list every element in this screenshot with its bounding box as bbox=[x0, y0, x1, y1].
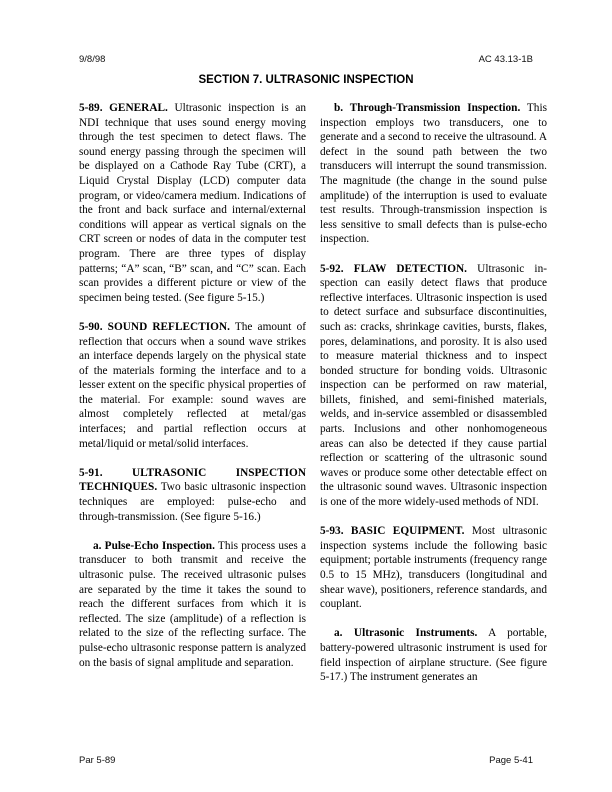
paragraph-body: Most ultrasonic inspection systems include the following basic equipment; portable instruments (frequency range 0.5 to 15 MHz), transducers (longitudinal and shear wave), positioners, reference standards, and couplant. bbox=[320, 525, 547, 611]
paragraph-5-91-a bbox=[79, 539, 306, 670]
paragraph-5-92 bbox=[320, 262, 547, 510]
paragraph-heading: 5-91. ULTRASONIC INSPECTION TECHNIQUES. bbox=[79, 466, 306, 494]
paragraph-heading: 5-92. FLAW DETECTION. bbox=[320, 262, 467, 275]
header-date: 9/8/98 bbox=[79, 54, 106, 65]
section-title: SECTION 7. ULTRASONIC INSPECTION bbox=[198, 74, 414, 86]
paragraph-heading: 5-89. GENERAL. bbox=[79, 102, 168, 114]
header-doc-id: AC 43.13-1B bbox=[478, 54, 533, 65]
paragraph-body: Ultrasonic inspection is an NDI technique that uses sound energy moving through the test specimen to detect flaws. The sound energy passing through the specimen will be displayed on a Cathode Ray Tube (CRT), a Liquid Crystal Display (LCD) computer data program, or video/camera medium. Indications of the front and back surface and internal/external conditions will appear as vertical signals on the CRT screen or nodes of data in the computer test program. There are three types of display patterns; “A” scan, “B” scan, and “C” scan. Each scan provides a different picture or view of the specimen being tested. (See figure 5-15.) bbox=[79, 102, 306, 304]
paragraph-body: This process uses a transducer to both transmit and receive the ultrasonic pulse. The received ultrasonic pulses are separated by the time it takes the sound to reach the different surfaces from which it is reflected. The size (amplitude) of a reflection is related to the size of the reflecting surface. The pulse-echo ultrasonic response pattern is analyzed on the basis of signal amplitude and separation. bbox=[79, 539, 306, 669]
paragraph-heading: 5-90. SOUND REFLECTION. bbox=[79, 320, 230, 333]
paragraph-body: Ultrasonic inspection can easily detect flaws that produce reflective interfaces. Ultrasonic inspection is used to detect surface and subsurface discontinuities, such as: cracks, shrinkage cavities, bursts, flakes, pores, delaminations, and porosity. It is also used to measure material thickness and to inspect bonded structure for bonding voids. Ultrasonic inspection can be performed on raw material, billets, finished, and semi-finished materials, welds, and in-service assembled or disassembled parts. Inclusions and other nonhomogeneous areas can also be detected if they cause partial reflection or scattering of the ultrasonic sound waves or produce some other detectable effect on the ultrasonic sound waves. Ultrasonic inspection is one of the more widely-used methods of NDI. bbox=[320, 262, 547, 509]
paragraph-heading: a. Pulse-Echo Inspection. bbox=[93, 539, 215, 552]
paragraph-heading: a. Ultrasonic Instruments. bbox=[334, 627, 478, 640]
paragraph-body: A portable, battery-powered ultrasonic instrument is used for field inspection of airplane structure. (See figure 5-17.) The instrument generates an bbox=[320, 627, 547, 684]
footer-page-number: Page 5-41 bbox=[489, 755, 533, 766]
right-column bbox=[320, 101, 547, 685]
paragraph-body: The amount of reflection that occurs when a sound wave strikes an interface depends largely on the physical state of the materials forming the interface and to a lesser extent on the specific physical properties of the material. For example: sound waves are almost completely reflected at metal/gas interfaces; and partial reflection occurs at metal/liquid or metal/solid interfaces. bbox=[79, 320, 306, 450]
left-column bbox=[79, 101, 306, 670]
paragraph-body: Two basic ultrasonic inspection techniques are employed: pulse-echo and through-transmission. (See figure 5-16.) bbox=[79, 481, 306, 523]
paragraph-5-90 bbox=[79, 320, 306, 451]
paragraph-5-91-b bbox=[320, 101, 547, 247]
paragraph-5-91 bbox=[79, 466, 306, 524]
paragraph-5-93 bbox=[320, 524, 547, 612]
footer-paragraph-ref: Par 5-89 bbox=[79, 755, 116, 766]
paragraph-5-93-a bbox=[320, 626, 547, 684]
paragraph-heading: b. Through-Transmission Inspection. bbox=[334, 102, 521, 114]
paragraph-5-89 bbox=[79, 101, 306, 305]
paragraph-body: This inspection employs two transducers, one to generate and a second to receive the ultrasound. A defect in the sound path between the two transducers will interrupt the sound transmission. The magnitude (the change in the sound pulse amplitude) of the interruption is used to evaluate test results. Through-transmission inspection is less sensitive to small defects than is pulse-echo inspection. bbox=[320, 102, 547, 246]
paragraph-heading: 5-93. BASIC EQUIPMENT. bbox=[320, 525, 465, 538]
